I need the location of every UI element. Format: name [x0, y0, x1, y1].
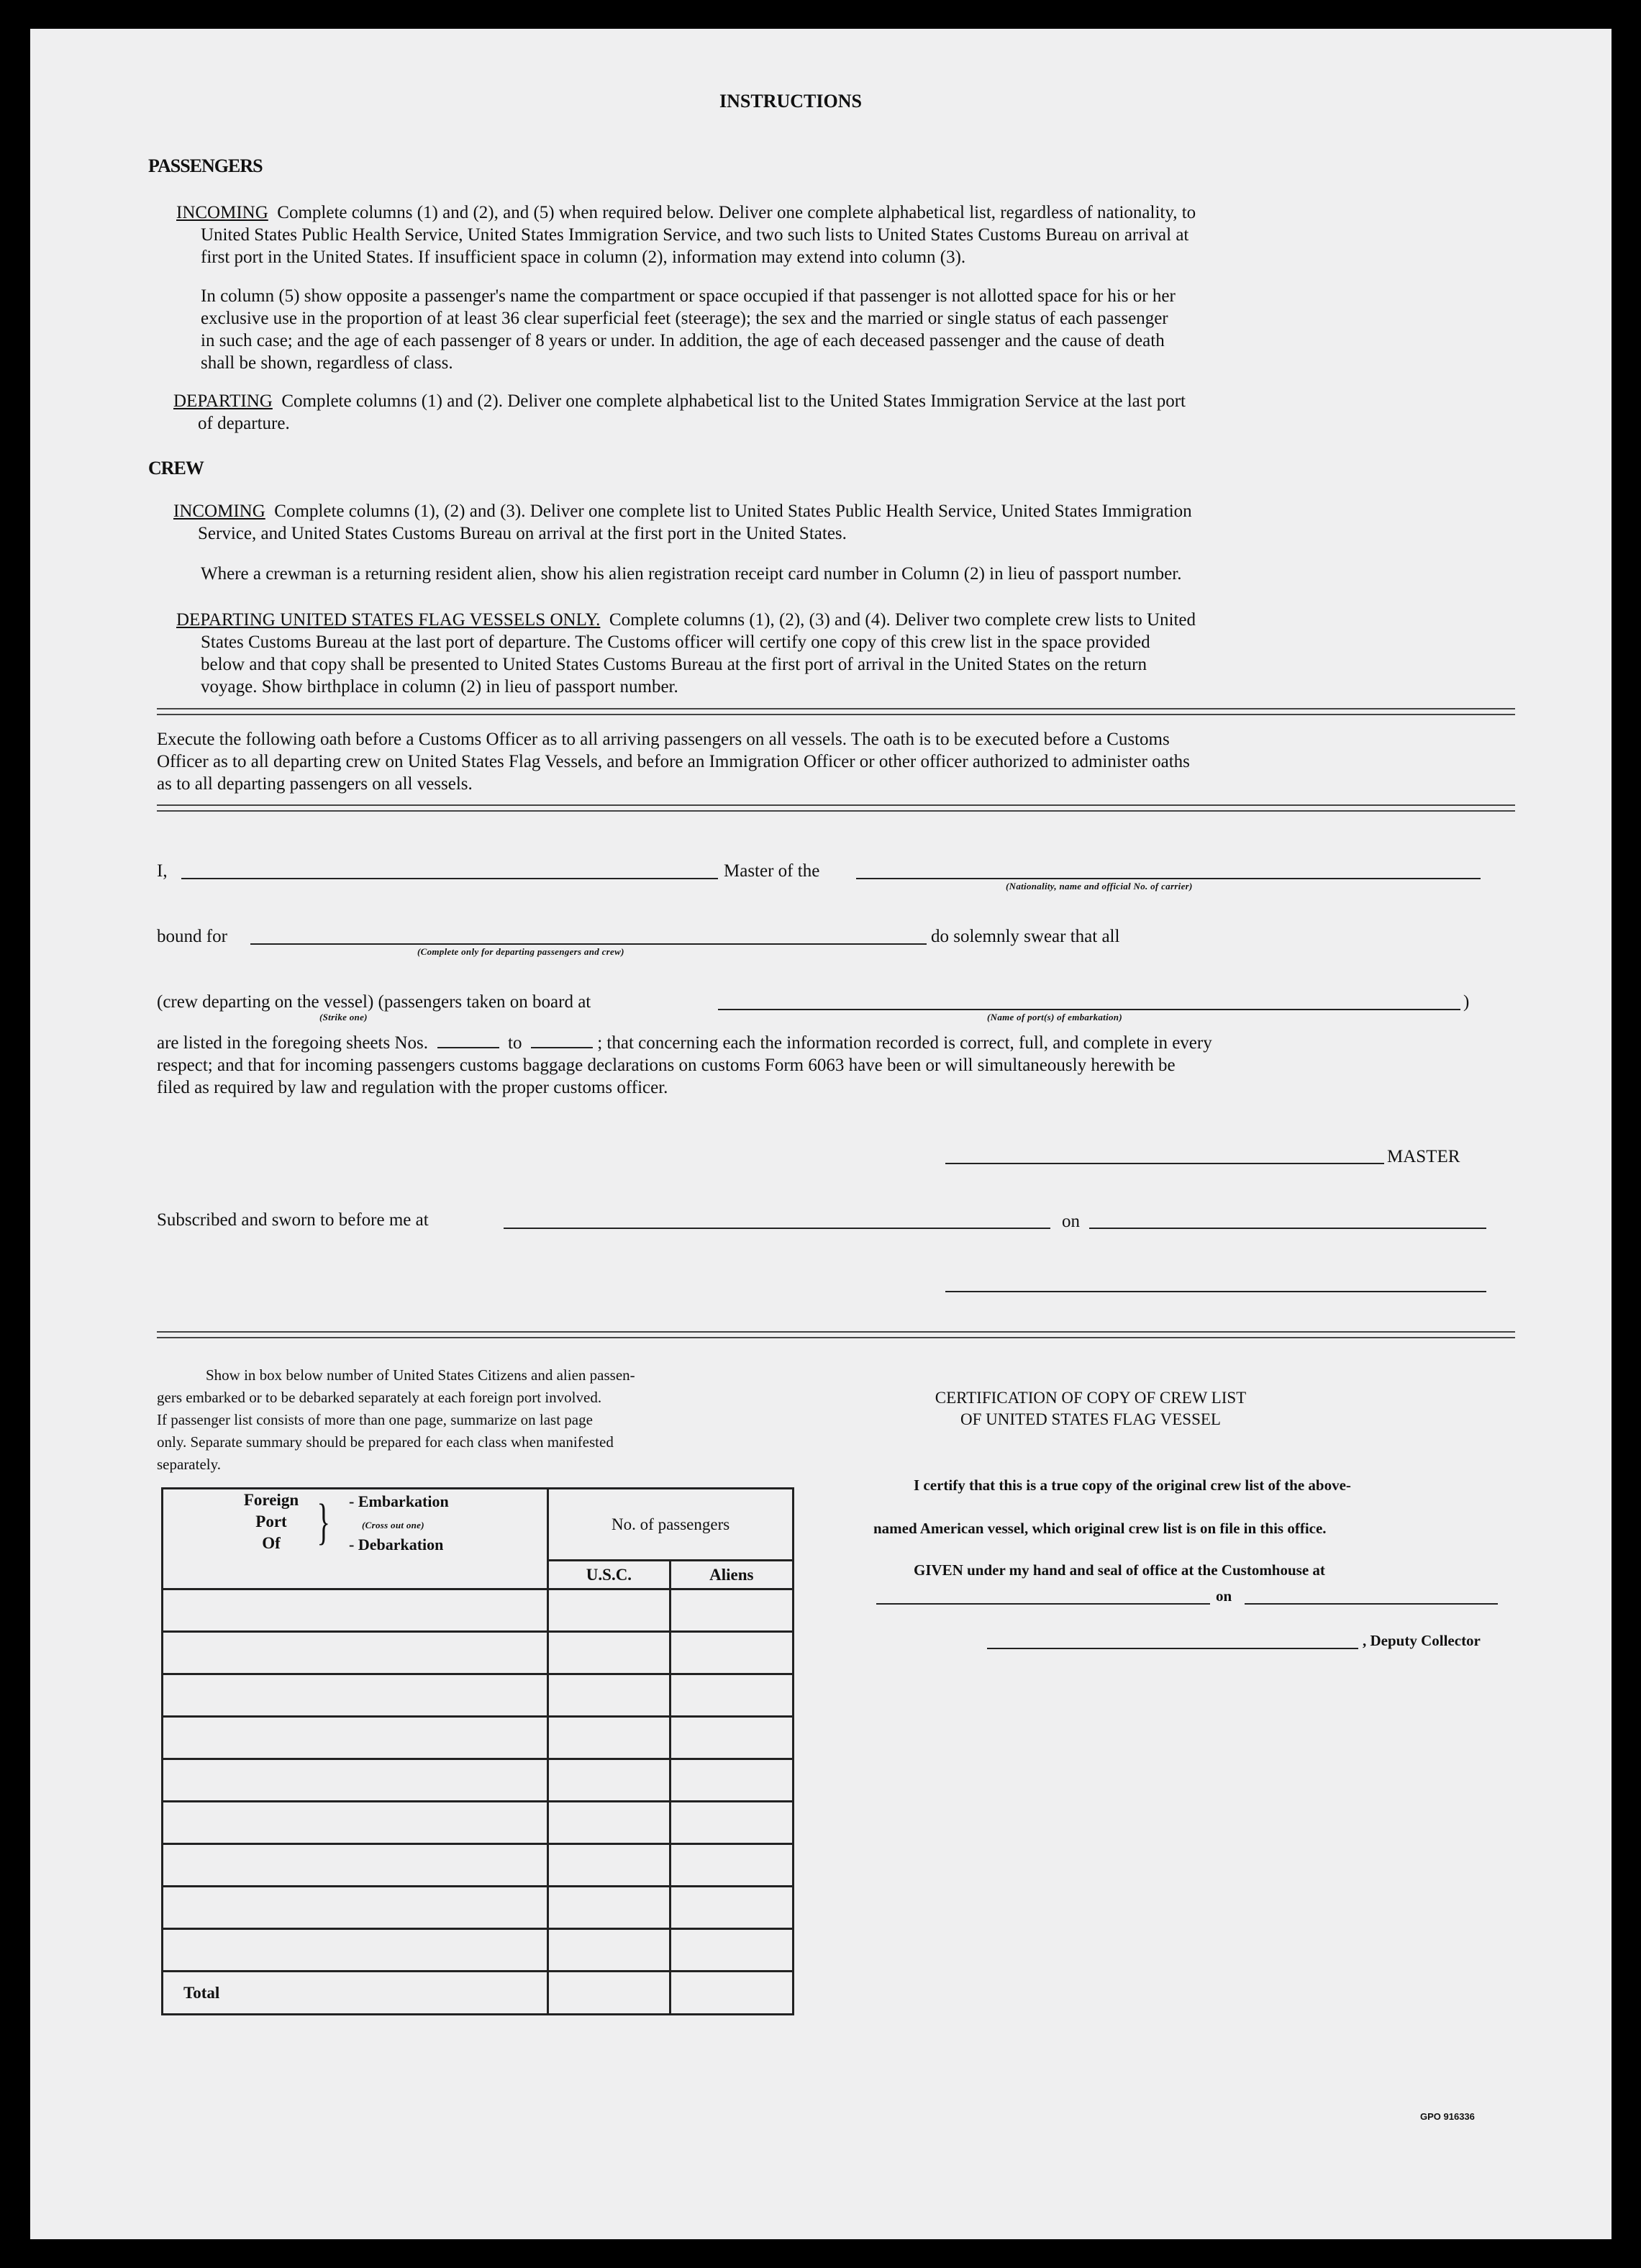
- form-page: [30, 29, 1612, 2239]
- crew-incoming-paragraph: [173, 500, 1512, 545]
- aliens-total-cell[interactable]: [670, 1972, 793, 2015]
- port-embarkation-field[interactable]: [718, 1009, 1460, 1010]
- passengers-incoming-paragraph: [176, 201, 1507, 268]
- passengers-heading: PASSENGERS: [148, 155, 263, 176]
- certification-title-line: CERTIFICATION OF COPY OF CREW LIST: [935, 1389, 1247, 1407]
- certification-title-line: OF UNITED STATES FLAG VESSEL: [960, 1410, 1221, 1428]
- crew-departing-text: below and that copy shall be presented to United States Customs Bureau at the first port of arrival in the United States on the return: [201, 655, 1147, 674]
- passengers-departing-paragraph: [173, 390, 1512, 435]
- aliens-cell[interactable]: [670, 1759, 793, 1802]
- port-cell[interactable]: [163, 1589, 548, 1632]
- aliens-cell[interactable]: [670, 1589, 793, 1632]
- usc-cell[interactable]: [548, 1674, 670, 1717]
- sheet-to-field[interactable]: [531, 1031, 593, 1048]
- summary-intro-text: separately.: [157, 1456, 222, 1473]
- summary-intro: [157, 1364, 826, 1476]
- usc-cell[interactable]: [548, 1759, 670, 1802]
- certification-text: I certify that this is a true copy of the original crew list of the above-: [914, 1477, 1351, 1494]
- port-header-cell: [163, 1489, 548, 1589]
- passenger-summary-table: [161, 1487, 794, 2015]
- usc-cell[interactable]: [548, 1632, 670, 1674]
- bound-for-field[interactable]: [250, 943, 927, 945]
- usc-cell[interactable]: [548, 1887, 670, 1929]
- column5-text: In column (5) show opposite a passenger's name the compartment or space occupied if that passenger is not allotted space for his or her: [201, 286, 1176, 306]
- usc-cell[interactable]: [548, 1802, 670, 1844]
- cross-out-label: (Cross out one): [362, 1520, 424, 1530]
- oath-i-label: I,: [157, 861, 168, 881]
- master-signature-field[interactable]: [945, 1163, 1384, 1164]
- crew-departing-text: voyage. Show birthplace in column (2) in lieu of passport number.: [201, 677, 678, 697]
- port-caption: (Name of port(s) of embarkation): [987, 1012, 1122, 1022]
- table-row: [163, 1802, 794, 1844]
- usc-cell[interactable]: [548, 1717, 670, 1759]
- crew-incoming-text: Complete columns (1), (2) and (3). Deliver one complete list to United States Public Health Service, United States Immigration: [274, 502, 1192, 521]
- listed-to: to: [508, 1033, 522, 1053]
- summary-intro-text: Show in box below number of United States Citizens and alien passen-: [206, 1366, 635, 1384]
- listed-text: filed as required by law and regulation with the proper customs officer.: [157, 1078, 668, 1097]
- sworn-place-field[interactable]: [504, 1228, 1050, 1229]
- crew-departing-text: Complete columns (1), (2), (3) and (4). Deliver two complete crew lists to United: [609, 610, 1196, 630]
- debarkation-label: - Debarkation: [349, 1536, 444, 1553]
- departing-label: DEPARTING: [173, 391, 273, 411]
- deputy-collector-signature-field[interactable]: [987, 1648, 1358, 1649]
- certification-date-field[interactable]: [1245, 1603, 1498, 1605]
- incoming-text: Complete columns (1) and (2), and (5) when required below. Deliver one complete alphabetical list, regardless of nationality, to: [277, 203, 1196, 222]
- incoming-text: United States Public Health Service, United States Immigration Service, and two such lists to United States Customs Bureau on arrival at: [201, 225, 1189, 245]
- aliens-cell[interactable]: [670, 1844, 793, 1887]
- departing-text: of departure.: [198, 414, 290, 433]
- of-label: Of: [262, 1534, 281, 1552]
- crew-departing-label: DEPARTING UNITED STATES FLAG VESSELS ONLY.: [176, 610, 601, 630]
- table-row: [163, 1717, 794, 1759]
- certification-on-label: on: [1216, 1587, 1232, 1605]
- table-row: [163, 1759, 794, 1802]
- port-cell[interactable]: [163, 1674, 548, 1717]
- table-row: [163, 1929, 794, 1972]
- column5-text: in such case; and the age of each passenger of 8 years or under. In addition, the age of each deceased passenger and the cause of death: [201, 331, 1165, 350]
- table-row: [163, 1887, 794, 1929]
- officer-signature-field[interactable]: [945, 1291, 1486, 1292]
- usc-cell[interactable]: [548, 1589, 670, 1632]
- listed-prefix: are listed in the foregoing sheets Nos.: [157, 1033, 428, 1053]
- crew-departing-paragraph: [176, 609, 1514, 698]
- port-cell[interactable]: [163, 1802, 548, 1844]
- port-cell[interactable]: [163, 1632, 548, 1674]
- certification-text: named American vessel, which original crew list is on file in this office.: [873, 1520, 1327, 1537]
- carrier-caption: (Nationality, name and official No. of carrier): [1006, 881, 1193, 892]
- oath-instructions: [157, 728, 1517, 795]
- section-divider: [157, 708, 1515, 715]
- aliens-cell[interactable]: [670, 1802, 793, 1844]
- port-cell[interactable]: [163, 1717, 548, 1759]
- gpo-footer-code: GPO 916336: [1420, 2111, 1475, 2122]
- bound-for-caption: (Complete only for departing passengers and crew): [417, 946, 624, 957]
- customhouse-field[interactable]: [876, 1603, 1210, 1605]
- usc-total-cell[interactable]: [548, 1972, 670, 2015]
- port-cell[interactable]: [163, 1887, 548, 1929]
- oath-instructions-text: as to all departing passengers on all vessels.: [157, 774, 473, 794]
- usc-header: U.S.C.: [548, 1561, 670, 1589]
- total-label: Total: [163, 1972, 548, 2015]
- aliens-cell[interactable]: [670, 1887, 793, 1929]
- aliens-cell[interactable]: [670, 1674, 793, 1717]
- certification-text: GIVEN under my hand and seal of office at the Customhouse at: [914, 1561, 1325, 1579]
- master-of-the-label: Master of the: [724, 861, 820, 881]
- section-divider: [157, 804, 1515, 812]
- port-cell[interactable]: [163, 1844, 548, 1887]
- master-label: MASTER: [1387, 1147, 1460, 1166]
- aliens-cell[interactable]: [670, 1929, 793, 1972]
- port-cell[interactable]: [163, 1929, 548, 1972]
- strike-caption: (Strike one): [319, 1012, 368, 1022]
- section-divider: [157, 1331, 1515, 1338]
- usc-cell[interactable]: [548, 1844, 670, 1887]
- bound-for-label: bound for: [157, 927, 227, 946]
- sworn-date-field[interactable]: [1089, 1228, 1486, 1229]
- summary-intro-text: gers embarked or to be debarked separately at each foreign port involved.: [157, 1389, 602, 1406]
- total-row: [163, 1972, 794, 2015]
- usc-cell[interactable]: [548, 1929, 670, 1972]
- subscribed-on-label: on: [1062, 1212, 1080, 1231]
- table-row: [163, 1674, 794, 1717]
- foreign-label: Foreign: [243, 1491, 299, 1509]
- embarkation-label: - Embarkation: [349, 1492, 449, 1510]
- crew-heading: CREW: [148, 458, 204, 478]
- no-of-passengers-header: [548, 1489, 794, 1561]
- carrier-field[interactable]: [856, 878, 1481, 879]
- certification-title: [868, 1387, 1314, 1430]
- incoming-label: INCOMING: [176, 203, 268, 222]
- passengers-column5-paragraph: [201, 285, 1510, 374]
- listed-text: respect; and that for incoming passengers customs baggage declarations on customs Form 6063 have been or will simultaneously herewith be: [157, 1056, 1176, 1075]
- summary-intro-text: only. Separate summary should be prepared for each class when manifested: [157, 1433, 614, 1451]
- column5-text: shall be shown, regardless of class.: [201, 353, 453, 373]
- crew-passengers-text: (crew departing on the vessel) (passengers taken on board at: [157, 992, 591, 1012]
- subscribed-label: Subscribed and sworn to before me at: [157, 1210, 429, 1230]
- departing-text: Complete columns (1) and (2). Deliver one complete alphabetical list to the United States Immigration Service at the last port: [281, 391, 1186, 411]
- crew-incoming-text: Service, and United States Customs Bureau on arrival at the first port in the United States.: [198, 524, 847, 543]
- listed-suffix: ; that concerning each the information recorded is correct, full, and complete in every: [597, 1033, 1212, 1053]
- oath-instructions-text: Officer as to all departing crew on United States Flag Vessels, and before an Immigration Officer or other officer authorized to administer oaths: [157, 752, 1190, 771]
- port-label: Port: [255, 1512, 287, 1530]
- port-cell[interactable]: [163, 1759, 548, 1802]
- no-of-passengers-label: No. of passengers: [612, 1515, 730, 1533]
- sheet-from-field[interactable]: [437, 1031, 499, 1048]
- master-name-field[interactable]: [181, 878, 718, 879]
- column5-text: exclusive use in the proportion of at least 36 clear superficial feet (steerage); the sex and the married or single status of each passenger: [201, 309, 1168, 328]
- crew-incoming-label: INCOMING: [173, 502, 265, 521]
- crew-departing-text: States Customs Bureau at the last port of departure. The Customs officer will certify one copy of this crew list in the space provided: [201, 632, 1150, 652]
- aliens-cell[interactable]: [670, 1632, 793, 1674]
- instructions-title: INSTRUCTIONS: [719, 91, 862, 112]
- listed-paragraph: [157, 1031, 1524, 1099]
- deputy-collector-label: , Deputy Collector: [1363, 1632, 1481, 1649]
- table-header-row: [163, 1489, 794, 1561]
- table-row: [163, 1844, 794, 1887]
- oath-instructions-text: Execute the following oath before a Customs Officer as to all arriving passengers on all vessels. The oath is to be executed before a Customs: [157, 730, 1170, 749]
- foreign-port-of-label: [228, 1489, 314, 1554]
- brace-icon: }: [317, 1494, 331, 1550]
- close-paren: ): [1463, 992, 1470, 1012]
- aliens-cell[interactable]: [670, 1717, 793, 1759]
- incoming-text: first port in the United States. If insufficient space in column (2), information may extend into column (3).: [201, 248, 966, 267]
- table-row: [163, 1632, 794, 1674]
- swear-text: do solemnly swear that all: [931, 927, 1120, 946]
- summary-intro-text: If passenger list consists of more than one page, summarize on last page: [157, 1411, 593, 1428]
- aliens-header: Aliens: [670, 1561, 793, 1589]
- crew-alien-text: Where a crewman is a returning resident alien, show his alien registration receipt card number in Column (2) in lieu of passport number.: [201, 564, 1182, 584]
- table-row: [163, 1589, 794, 1632]
